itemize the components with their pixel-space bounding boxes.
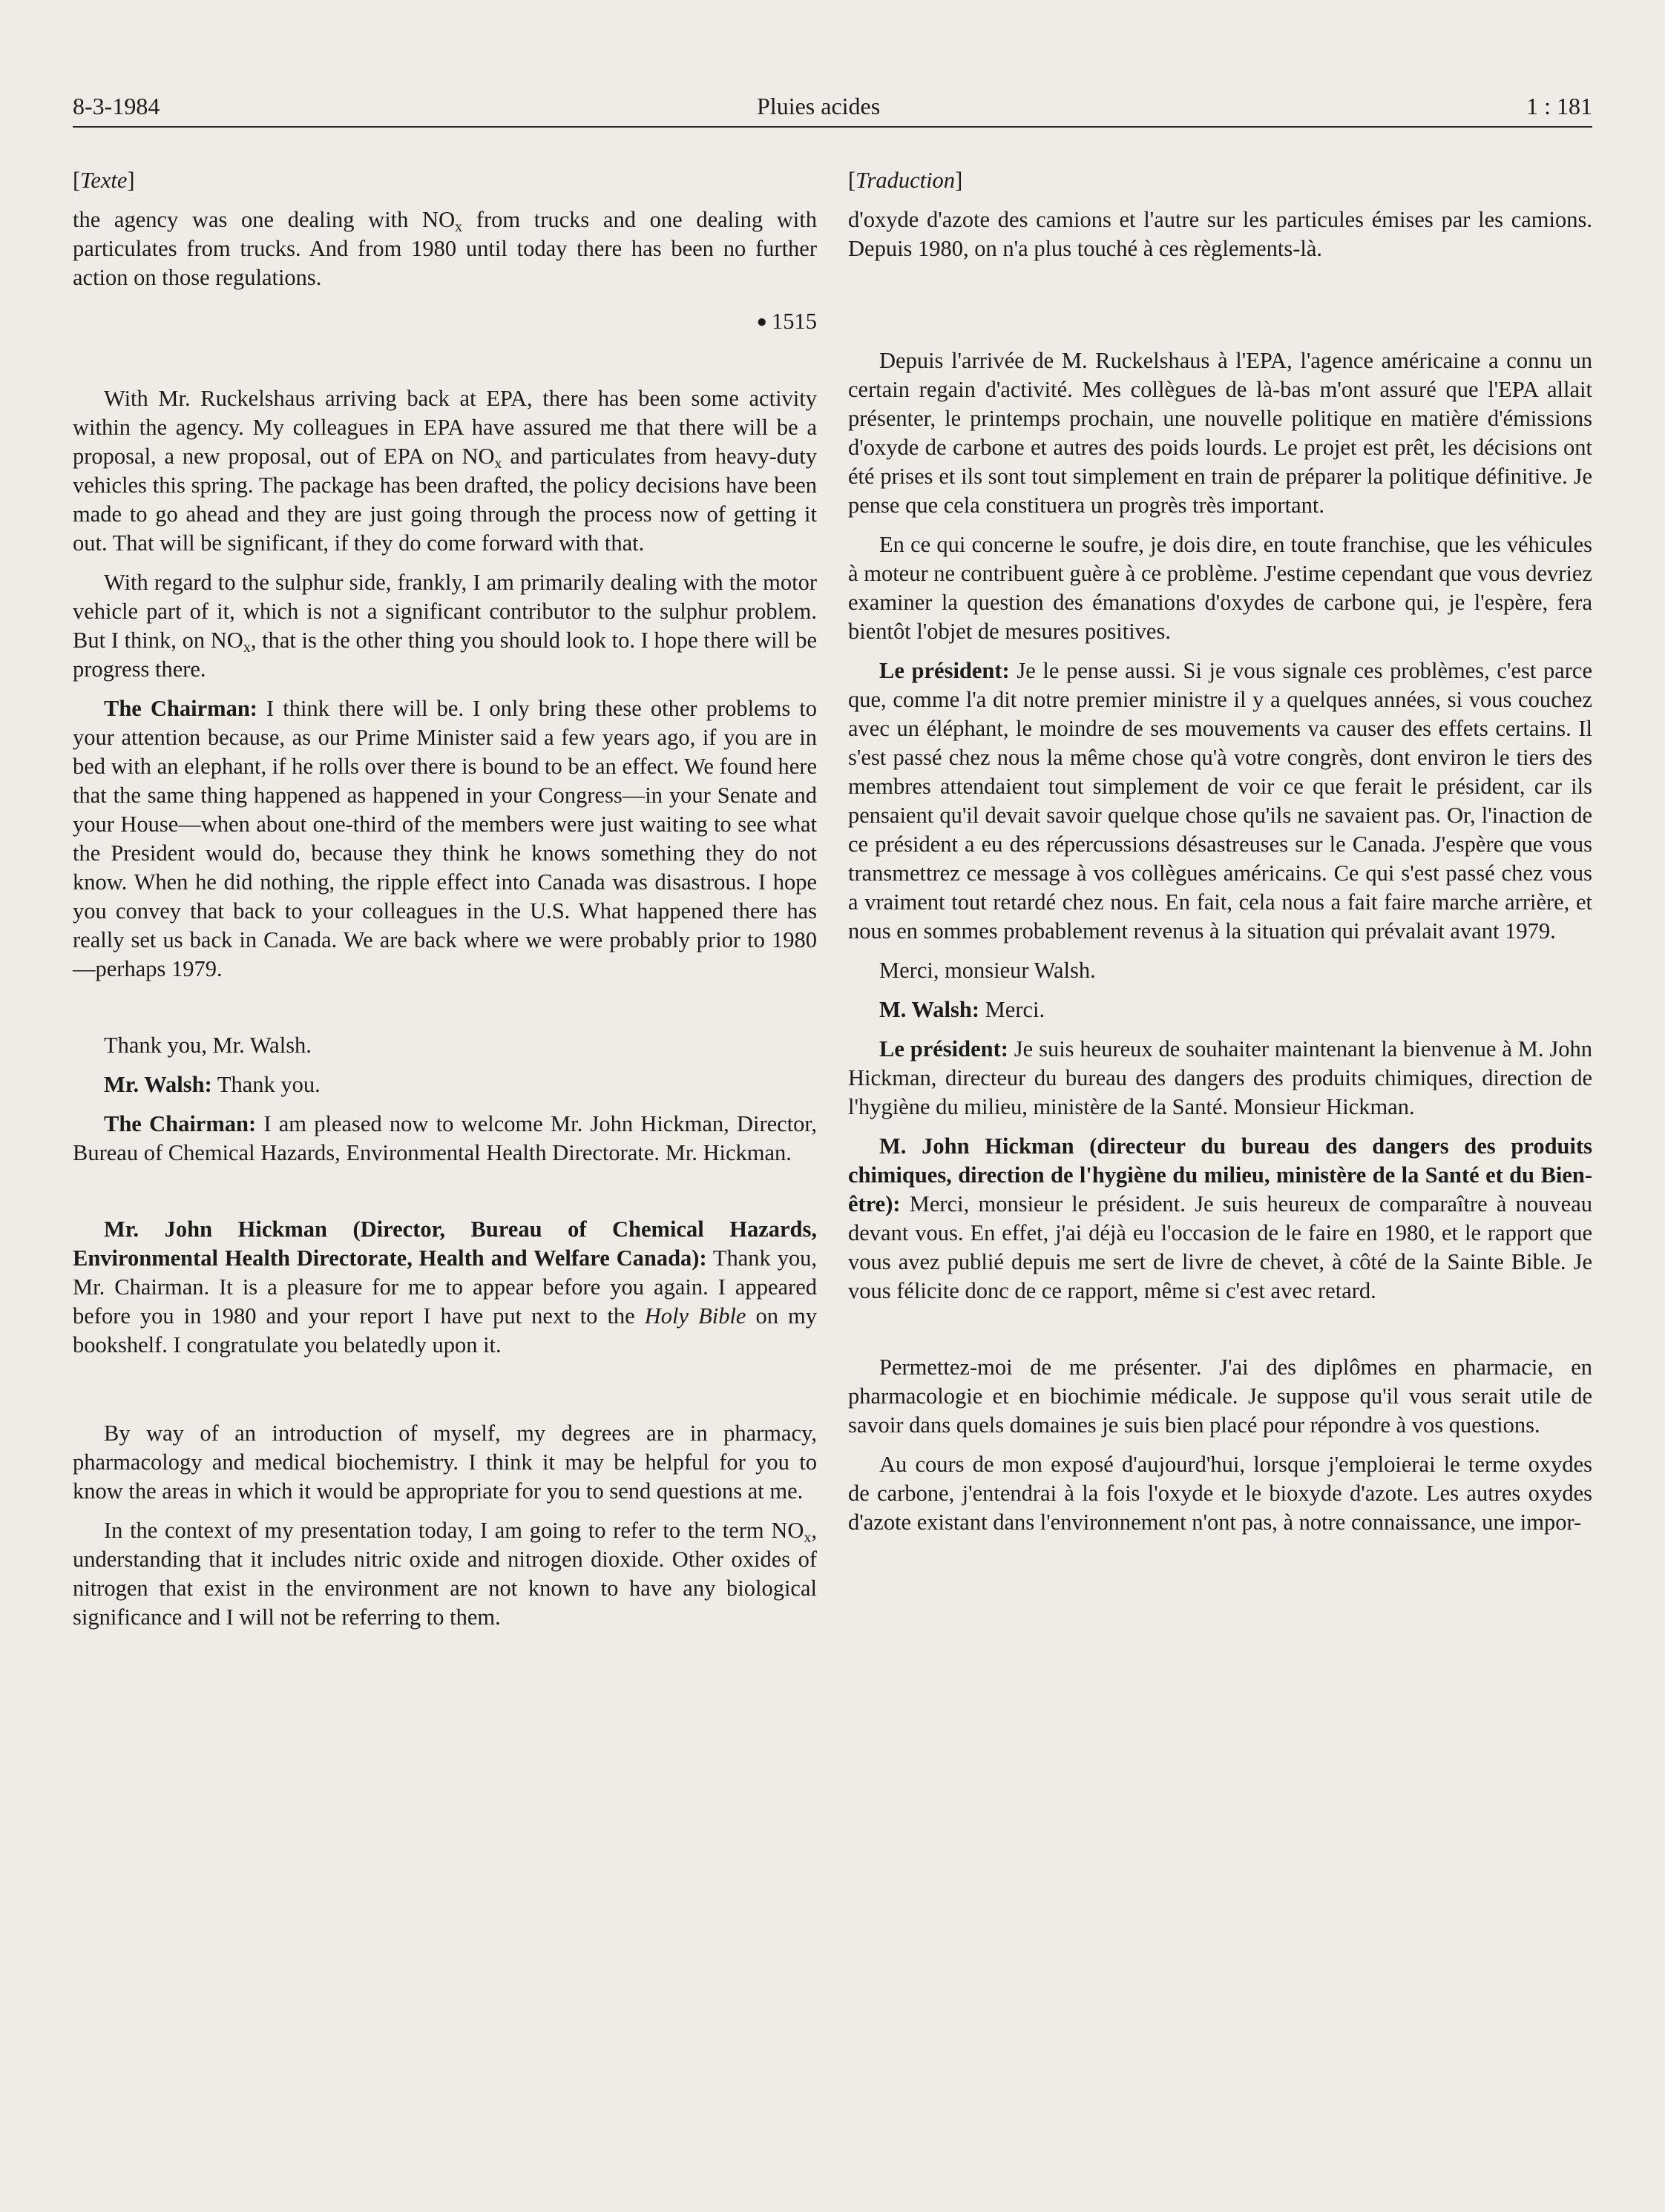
- french-column: [848, 166, 1592, 1537]
- time-marker-value: 1515: [772, 309, 817, 334]
- paragraph: [848, 1035, 1592, 1122]
- header-page-number: 1 : 181: [1526, 93, 1592, 119]
- paragraph: [73, 1110, 817, 1168]
- column-label-text: Texte: [80, 168, 128, 193]
- speaker-name: Le président:: [879, 1036, 1008, 1061]
- paragraph: [73, 1070, 817, 1099]
- column-label-text: Traduction: [856, 168, 956, 193]
- paragraph-text: on my bookshelf. I congratulate you belatedly upon it.: [73, 1303, 817, 1357]
- paragraph: [848, 1450, 1592, 1537]
- column-label: [Traduction]: [848, 168, 963, 193]
- speaker-name: Mr. John Hickman (Director, Bureau of Chemical Hazards, Environmental Health Directorate, Health and Welfare Canada):: [73, 1217, 817, 1271]
- paragraph-text: En ce qui concerne le soufre, je dois dire, en toute franchise, que les véhicules à moteur ne contribuent guère à ce problème. J'estime cependant que vous devriez examiner la question des émanations d'oxydes de carbone qui, je l'espère, fera bientôt l'objet de mesures positives.: [848, 532, 1592, 644]
- paragraph: With regard to the sulphur side, frankly, I am primarily dealing with the motor vehicle part of it, which is not a significant contributor to the sulphur problem. But I think, on $NO_x$, that is the other thing you should look to. I hope there will be progress there.: [73, 570, 817, 682]
- speaker-name: Mr. Walsh:: [104, 1072, 212, 1097]
- paragraph: [73, 694, 817, 984]
- paragraph-text: Permettez-moi de me présenter. J'ai des diplômes en pharmacie, en pharmacologie et en biochimie médicale. Je suppose qu'il vous serait utile de savoir dans quels domaines je suis bien placé pour répondre à vos questions.: [848, 1354, 1592, 1438]
- paragraph-text: Merci, monsieur Walsh.: [879, 958, 1096, 983]
- paragraph: [73, 1215, 817, 1360]
- paragraph-text: I am pleased now to welcome Mr. John Hickman, Director, Bureau of Chemical Hazards, Environmental Health Directorate. Mr. Hickman.: [73, 1111, 817, 1165]
- paragraph: [848, 656, 1592, 946]
- paragraph-text: Thank you, Mr. Walsh.: [104, 1033, 312, 1058]
- paragraph: [73, 1031, 817, 1060]
- paragraph: [848, 1132, 1592, 1306]
- paragraph: [73, 1419, 817, 1506]
- paragraph-text: Depuis l'arrivée de M. Ruckelshaus à l'EPA, l'agence américaine a connu un certain regain d'activité. Mes collègues de là-bas m'ont assuré que l'EPA allait présenter, le printemps prochain, une nouvelle politique en matière d'émissions d'oxyde de carbone et autres des poids lourds. Le projet est prêt, les décisions ont été prises et ils sont tout simplement en train de préparer la politique définitive. Je pense que cela constituera un progrès très important.: [848, 348, 1592, 518]
- paragraph-text: Thank you.: [211, 1072, 321, 1097]
- paragraph: [848, 1353, 1592, 1440]
- english-column: [73, 166, 817, 1632]
- paragraph: [848, 530, 1592, 646]
- bullet-icon: ●: [756, 312, 767, 332]
- speaker-name: The Chairman:: [104, 1111, 257, 1136]
- paragraph-text: Au cours de mon exposé d'aujourd'hui, lorsque j'emploierai le terme oxydes de carbone, j'entendrai à la fois l'oxyde et le bioxyde d'azote. Les autres oxydes d'azote existant dans l'environnement n'ont pas, à notre connaissance, une impor-: [848, 1452, 1592, 1535]
- book-title: Holy Bible: [644, 1303, 746, 1329]
- paragraph-text: d'oxyde d'azote des camions et l'autre sur les particules émises par les camions. Depuis 1980, on n'a plus touché à ces règlements-là.: [848, 207, 1592, 261]
- paragraph: the agency was one dealing with $NO_x$ from trucks and one dealing with particulates from trucks. And from 1980 until today there has been no further action on those regulations.: [73, 207, 817, 290]
- header-title: Pluies acides: [757, 93, 881, 119]
- paragraph-text: Merci, monsieur le président. Je suis heureux de comparaître à nouveau devant vous. En effet, j'ai déjà eu l'occasion de le faire en 1980, et le rapport que vous avez publié depuis me sert de livre de chevet, à côté de la Sainte Bible. Je vous félicite donc de ce rapport, même si c'est avec retard.: [848, 1191, 1592, 1303]
- speaker-name: M. Walsh:: [879, 997, 980, 1022]
- paragraph-text: Je le pense aussi. Si je vous signale ces problèmes, c'est parce que, comme l'a dit notre premier ministre il y a quelques années, si vous couchez avec un éléphant, le moindre de ses mouvements va causer des effets certains. Il s'est passé chez nous la même chose qu'à votre congrès, dont environ le tiers des membres attendaient tout simplement de voir ce que ferait le président, car ils pensaient qu'il devait savoir quelque chose qu'ils ne savaient pas. Or, l'inaction de ce président a eu des répercussions désastreuses sur le Canada. J'espère que vous transmettrez ce message à vos collègues américains. Ce qui s'est passé chez vous a vraiment tout retardé chez nous. En fait, cela nous a fait faire marche arrière, et nous en sommes probablement revenus à la situation qui prévalait avant 1979.: [848, 658, 1593, 944]
- paragraph: [848, 346, 1592, 520]
- paragraph: [848, 995, 1592, 1024]
- paragraph-text: Thank you, Mr. Chairman. It is a pleasure for me to appear before you again. I appeared before you in 1980 and your report I have put next to the: [73, 1245, 817, 1329]
- paragraph-text: By way of an introduction of myself, my degrees are in pharmacy, pharmacology and medical biochemistry. I think it may be helpful for you to know the areas in which it would be appropriate for you to send questions at me.: [73, 1421, 817, 1504]
- paragraph: [848, 205, 1592, 263]
- speaker-name: M. John Hickman (directeur du bureau des dangers des produits chimiques, direction de l'hygiène du milieu, ministère de la Santé et du Bien-être):: [848, 1133, 1592, 1217]
- paragraph: In the context of my presentation today, I am going to refer to the term $NO_x$, understanding that it includes nitric oxide and nitrogen dioxide. Other oxides of nitrogen that exist in the environment are not known to have any biological significance and I will not be referring to them.: [73, 1518, 817, 1630]
- time-marker: [73, 307, 817, 337]
- paragraph-text: Merci.: [979, 997, 1045, 1022]
- page-header: [73, 88, 1592, 128]
- header-date: 8-3-1984: [73, 93, 160, 119]
- column-label: [Texte]: [73, 168, 135, 193]
- paragraph-text: Je suis heureux de souhaiter maintenant la bienvenue à M. John Hickman, directeur du bureau des dangers des produits chimiques, direction de l'hygiène du milieu, ministère de la Santé. Monsieur Hickman.: [848, 1036, 1592, 1119]
- speaker-name: The Chairman:: [104, 696, 257, 721]
- paragraph: [848, 956, 1592, 985]
- speaker-name: Le président:: [879, 658, 1010, 683]
- paragraph: With Mr. Ruckelshaus arriving back at EPA, there has been some activity within the agency. My colleagues in EPA have assured me that there will be a proposal, a new proposal, out of EPA on $NO_x$ and particulates from heavy-duty vehicles this spring. The package has been drafted, the policy decisions have been made to go ahead and they are just going through the process now of getting it out. That will be significant, if they do come forward with that.: [73, 386, 817, 556]
- paragraph-text: I think there will be. I only bring these other problems to your attention because, as our Prime Minister said a few years ago, if you are in bed with an elephant, if he rolls over there is bound to be an effect. We found here that the same thing happened as happened in your Congress—in your Senate and your House—when about one-third of the members were just waiting to see what the President would do, because they think he knows something they do not know. When he did nothing, the ripple effect into Canada was disastrous. I hope you convey that back to your colleagues in the U.S. What happened there has really set us back in Canada. We are back where we were probably prior to 1980—perhaps 1979.: [73, 696, 817, 981]
